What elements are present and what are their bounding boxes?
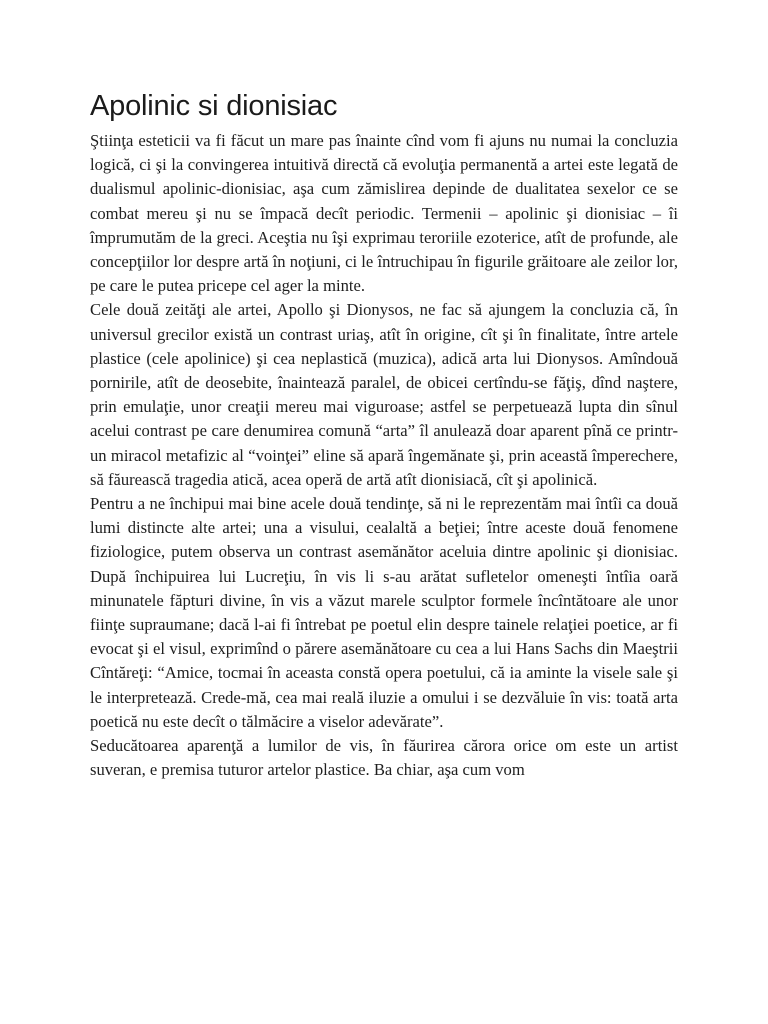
paragraph-3: Pentru a ne închipui mai bine acele două tendinţe, să ni le reprezentăm mai întîi ca două lumi distincte alte artei; una a visului, cealaltă a beţiei; între aceste două fenomene fiziologice, putem observa un contrast asemănător aceluia dintre apolinic şi dionisiac. După închipuirea lui Lucreţiu, în vis li s-au arătat sufletelor omeneşti întîia oară minunatele făpturi divine, în vis a văzut marele sculptor formele încîntătoare ale unor fiinţe supraumane; dacă l-ai fi întrebat pe poetul elin despre tainele relaţiei poetice, ar fi evocat şi el visul, exprimînd o părere asemănătoare cu cea a lui Hans Sachs din Maeştrii Cîntăreţi: “Amice, tocmai în aceasta constă opera poetului, că ia aminte la visele sale şi le interpretează. Crede-mă, cea mai reală iluzie a omului i se dezvăluie în vis: toată arta poetică nu este decît o tălmăcire a viselor adevărate”. bbox=[90, 494, 678, 731]
paragraph-4: Seducătoarea aparenţă a lumilor de vis, în făurirea cărora orice om este un artist suveran, e premisa tuturor artelor plastice. Ba chiar, aşa cum vom bbox=[90, 736, 678, 780]
document-body bbox=[90, 88, 678, 782]
paragraph-2: Cele două zeităţi ale artei, Apollo şi Dionysos, ne fac să ajungem la concluzia că, în universul grecilor există un contrast uriaş, atît în origine, cît şi în finalitate, între artele plastice (cele apolinice) şi cea neplastică (muzica), adică arta lui Dionysos. Amîndouă pornirile, atît de deosebite, înaintează paralel, de obicei certîndu-se făţiş, dînd naştere, prin emulaţie, unor creaţii mereu mai viguroase; astfel se perpetuează lupta din sînul acelui contrast pe care denumirea comună “arta” îl anulează doar aparent pînă ce printr-un miracol metafizic al “voinţei” eline să apară îngemănate şi, prin această împerechere, să făurească tragedia atică, acea operă de artă atît dionisiacă, cît şi apolinică. bbox=[90, 300, 678, 489]
paragraph-1: Ştiinţa esteticii va fi făcut un mare pas înainte cînd vom fi ajuns nu numai la concluzia logică, ci şi la convingerea intuitivă directă că evoluţia permanentă a artei este legată de dualismul apolinic-dionisiac, aşa cum zămislirea depinde de dualitatea sexelor ce se combat mereu şi nu se împacă decît periodic. Termenii – apolinic şi dionisiac – îi împrumutăm de la greci. Aceştia nu îşi exprimau teroriile ezoterice, atît de profunde, ale concepţiilor lor despre artă în noţiuni, ci le întruchipau în figurile grăitoare ale zeilor lor, pe care le putea pricepe cel ager la minte. bbox=[90, 131, 678, 296]
document-title: Apolinic si dionisiac bbox=[90, 90, 338, 122]
